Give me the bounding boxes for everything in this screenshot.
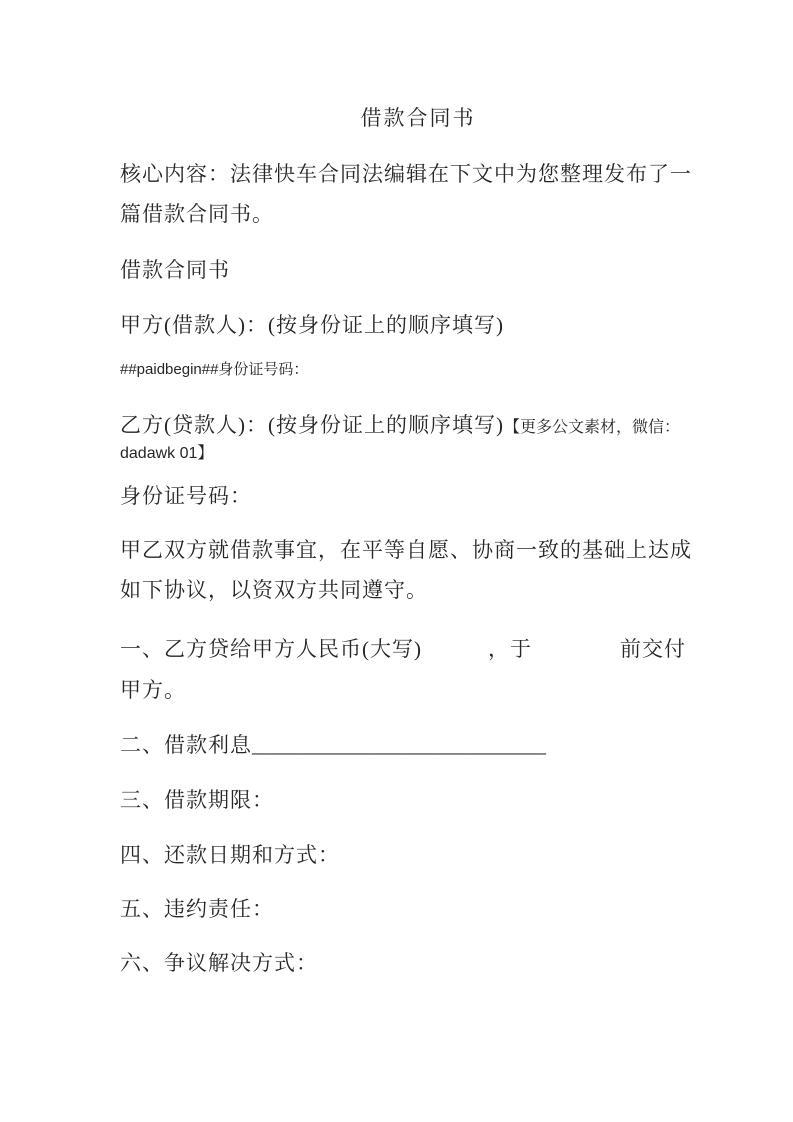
clause-1-line-1: 一、乙方贷给甲方人民币(大写) ，于 前交付 xyxy=(120,637,686,661)
party-b-wechat-note: 【更多公文素材，微信： xyxy=(503,419,680,436)
clause-1-line-2: 甲方。 xyxy=(120,678,186,702)
paidbegin-line: ##paidbegin##身份证号码： xyxy=(120,361,309,378)
clause-6-line: 六、争议解决方式： xyxy=(120,951,318,975)
clause-2-line xyxy=(120,733,716,757)
clause-5-line: 五、违约责任： xyxy=(120,897,274,921)
intro-line-2: 篇借款合同书。 xyxy=(120,202,274,226)
party-b-line xyxy=(120,413,716,440)
party-a-line: 甲方(借款人)：(按身份证上的顺序填写) xyxy=(120,313,504,337)
agreement-line-2: 如下协议，以资双方共同遵守。 xyxy=(120,578,428,602)
clause-2-label: 二、借款利息 xyxy=(120,733,252,757)
clause-4-line: 四、还款日期和方式： xyxy=(120,843,340,867)
subtitle-line: 借款合同书 xyxy=(120,258,230,282)
id-number-line: 身份证号码： xyxy=(120,484,252,508)
page-title: 借款合同书 xyxy=(360,106,476,130)
agreement-line-1: 甲乙双方就借款事宜，在平等自愿、协商一致的基础上达成 xyxy=(120,538,692,562)
party-b-wechat-note-line-2: dadawk 01】 xyxy=(120,445,214,462)
party-b-main-text: 乙方(贷款人)：(按身份证上的顺序填写) xyxy=(120,413,504,437)
intro-line-1: 核心内容：法律快车合同法编辑在下文中为您整理发布了一 xyxy=(120,162,692,186)
clause-3-line: 三、借款期限： xyxy=(120,788,274,812)
clause-2-fill-in-blank: ____________________________ xyxy=(252,733,546,757)
